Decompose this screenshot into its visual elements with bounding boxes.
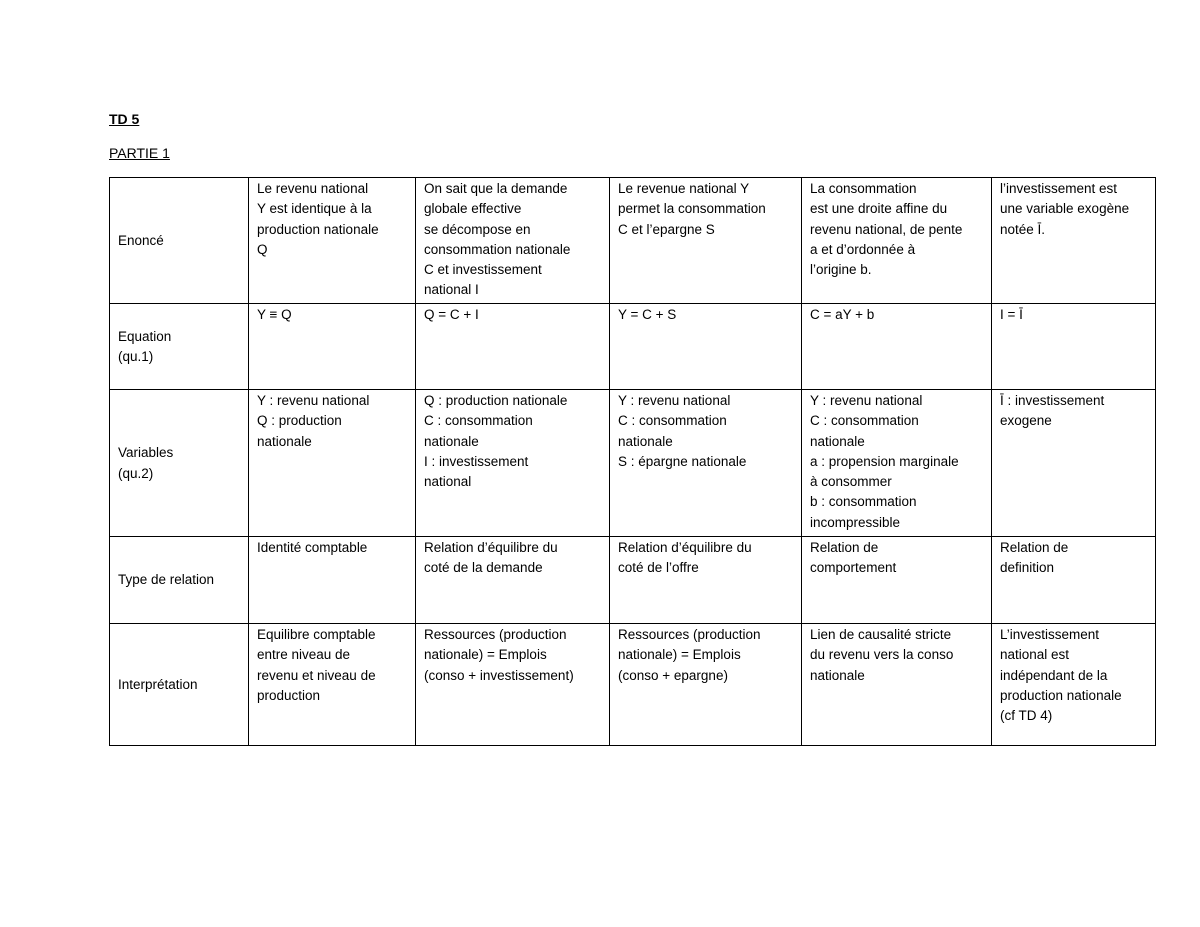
cell-line: Y ≡ Q <box>257 307 292 322</box>
row-label-line: Interprétation <box>118 676 198 692</box>
table-cell <box>416 537 610 624</box>
section-title: PARTIE 1 <box>109 145 170 161</box>
cell-line: C : consommation <box>424 413 533 429</box>
cell-line: C = aY + b <box>810 307 875 322</box>
table-cell <box>610 624 802 746</box>
cell-line: nationale <box>618 433 673 449</box>
cell-line: production <box>257 687 321 703</box>
cell-line: comportement <box>810 560 897 576</box>
table-row-equation <box>110 304 1156 390</box>
table-cell <box>610 304 802 390</box>
cell-line: production nationale <box>257 221 379 237</box>
cell-line: Relation d’équilibre du <box>424 540 558 555</box>
cell-line: globale effective <box>424 201 522 217</box>
table-cell <box>416 624 610 746</box>
table-cell <box>416 390 610 537</box>
cell-line: I = Ī <box>1000 307 1023 322</box>
table-cell <box>992 178 1156 304</box>
cell-line: nationale <box>810 667 865 683</box>
cell-line: nationale) = Emplois <box>424 647 547 663</box>
cell-line: Ī : investissement <box>1000 393 1105 408</box>
cell-line: Y : revenu national <box>810 393 923 408</box>
cell-line: permet la consommation <box>618 201 766 217</box>
table-cell <box>416 178 610 304</box>
cell-line: Lien de causalité stricte <box>810 627 952 642</box>
cell-line: (conso + epargne) <box>618 667 728 683</box>
cell-line: C et investissement <box>424 262 542 278</box>
cell-line: a et d’ordonnée à <box>810 241 916 257</box>
table-row-variables <box>110 390 1156 537</box>
table-cell <box>610 178 802 304</box>
cell-line: national est <box>1000 647 1070 663</box>
cell-line: Relation de <box>1000 540 1069 555</box>
table-cell <box>992 624 1156 746</box>
table-cell <box>802 178 992 304</box>
document-title-text: TD 5 <box>109 111 140 127</box>
cell-line: production nationale <box>1000 687 1122 703</box>
row-label-line: Variables <box>118 445 174 461</box>
cell-line: definition <box>1000 560 1055 576</box>
cell-line: revenu national, de pente <box>810 221 963 237</box>
cell-line: Relation de <box>810 540 879 555</box>
table-cell <box>802 537 992 624</box>
cell-line: l’origine b. <box>810 262 872 278</box>
table-cell <box>249 178 416 304</box>
cell-line: Y est identique à la <box>257 201 372 217</box>
cell-line: Y : revenu national <box>618 393 731 408</box>
row-label <box>110 178 249 304</box>
cell-line: entre niveau de <box>257 647 351 663</box>
cell-line: b : consommation <box>810 494 917 510</box>
cell-line: Equilibre comptable <box>257 627 376 642</box>
cell-line: Q <box>257 241 268 257</box>
table-cell <box>802 624 992 746</box>
cell-line: (cf TD 4) <box>1000 708 1053 724</box>
cell-line: exogene <box>1000 413 1052 429</box>
cell-line: incompressible <box>810 514 901 530</box>
cell-line: Q = C + I <box>424 307 479 322</box>
cell-line: est une droite affine du <box>810 201 948 217</box>
cell-line: nationale <box>810 433 865 449</box>
cell-line: C et l’epargne S <box>618 221 715 237</box>
table-row-type-de-relation <box>110 537 1156 624</box>
row-label <box>110 304 249 390</box>
table-cell <box>802 390 992 537</box>
cell-line: I : investissement <box>424 453 529 469</box>
cell-line: Identité comptable <box>257 540 368 555</box>
cell-line: consommation nationale <box>424 241 571 257</box>
table-cell <box>992 390 1156 537</box>
cell-line: indépendant de la <box>1000 667 1108 683</box>
cell-line: L’investissement <box>1000 627 1100 642</box>
cell-line: Le revenu national <box>257 181 369 196</box>
document-title <box>109 111 139 127</box>
table-row-interpretation <box>110 624 1156 746</box>
table-cell <box>992 304 1156 390</box>
cell-line: La consommation <box>810 181 917 196</box>
table-cell <box>249 304 416 390</box>
cell-line: revenu et niveau de <box>257 667 376 683</box>
cell-line: une variable exogène <box>1000 201 1130 217</box>
cell-line: national <box>424 474 472 490</box>
row-label <box>110 624 249 746</box>
table-cell <box>802 304 992 390</box>
cell-line: nationale <box>257 433 312 449</box>
cell-line: Y : revenu national <box>257 393 370 408</box>
cell-line: notée Ī. <box>1000 221 1046 237</box>
row-label-line: (qu.2) <box>118 465 154 481</box>
cell-line: national I <box>424 282 479 298</box>
table-body <box>110 178 1156 746</box>
cell-line: Relation d’équilibre du <box>618 540 752 555</box>
cell-line: nationale <box>424 433 479 449</box>
cell-line: Q : production nationale <box>424 393 568 408</box>
row-label <box>110 537 249 624</box>
table-cell <box>249 537 416 624</box>
row-label-line: Type de relation <box>118 572 215 588</box>
cell-line: Q : production <box>257 413 342 429</box>
row-label-line: Equation <box>118 328 172 344</box>
table-cell <box>416 304 610 390</box>
cell-line: C : consommation <box>618 413 727 429</box>
cell-line: se décompose en <box>424 221 531 237</box>
cell-line: nationale) = Emplois <box>618 647 741 663</box>
row-label-line: Enoncé <box>118 232 164 248</box>
cell-line: a : propension marginale <box>810 453 959 469</box>
table-cell <box>249 624 416 746</box>
row-label-line: (qu.1) <box>118 349 154 364</box>
cell-line: l’investissement est <box>1000 181 1118 196</box>
td-table <box>109 177 1156 746</box>
cell-line: Ressources (production <box>618 627 761 642</box>
cell-line: (conso + investissement) <box>424 667 574 683</box>
cell-line: Y = C + S <box>618 307 677 322</box>
cell-line: Ressources (production <box>424 627 567 642</box>
cell-line: Le revenue national Y <box>618 181 750 196</box>
cell-line: coté de la demande <box>424 560 543 576</box>
cell-line: S : épargne nationale <box>618 453 747 469</box>
cell-line: On sait que la demande <box>424 181 568 196</box>
cell-line: coté de l’offre <box>618 560 699 576</box>
row-label <box>110 390 249 537</box>
table-cell <box>992 537 1156 624</box>
table-row-enonce <box>110 178 1156 304</box>
table-cell <box>610 537 802 624</box>
table-cell <box>249 390 416 537</box>
cell-line: à consommer <box>810 474 892 490</box>
cell-line: C : consommation <box>810 413 919 429</box>
table-cell <box>610 390 802 537</box>
cell-line: du revenu vers la conso <box>810 647 954 663</box>
